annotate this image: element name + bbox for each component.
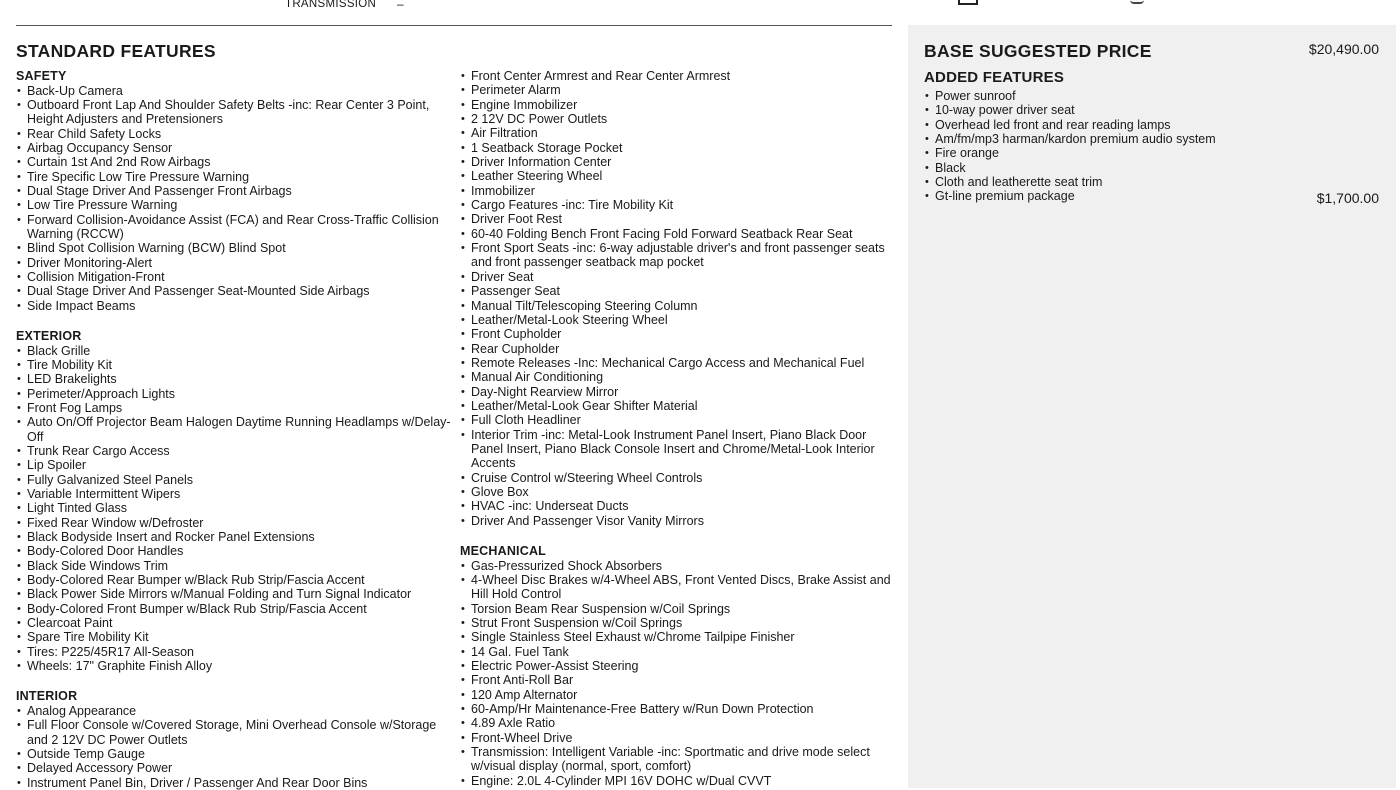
- feature-item: • Front Fog Lamps: [16, 401, 452, 415]
- feature-item: • Tire Specific Low Tire Pressure Warning: [16, 170, 452, 184]
- added-feature-item: • Black: [924, 161, 1304, 175]
- feature-item: • Full Cloth Headliner: [460, 413, 892, 427]
- feature-item: • Perimeter Alarm: [460, 83, 892, 97]
- feature-item: • Engine: 2.0L 4-Cylinder MPI 16V DOHC w/Dual CVVT: [460, 774, 892, 788]
- feature-item: • 4-Wheel Disc Brakes w/4-Wheel ABS, Front Vented Discs, Brake Assist and Hill Hold Control: [460, 573, 892, 602]
- feature-item: • Dual Stage Driver And Passenger Front Airbags: [16, 184, 452, 198]
- base-price-label: BASE SUGGESTED PRICE: [924, 41, 1152, 61]
- feature-item: • Collision Mitigation-Front: [16, 270, 452, 284]
- feature-item: • Driver And Passenger Visor Vanity Mirrors: [460, 514, 892, 528]
- feature-item: • Manual Air Conditioning: [460, 370, 892, 384]
- added-feature-item: • Fire orange: [924, 146, 1304, 160]
- feature-item: • Spare Tire Mobility Kit: [16, 630, 452, 644]
- feature-item: • Airbag Occupancy Sensor: [16, 141, 452, 155]
- feature-item: • Perimeter/Approach Lights: [16, 387, 452, 401]
- feature-item: • Curtain 1st And 2nd Row Airbags: [16, 155, 452, 169]
- feature-item: • Body-Colored Front Bumper w/Black Rub Strip/Fascia Accent: [16, 602, 452, 616]
- feature-item: • Engine Immobilizer: [460, 98, 892, 112]
- feature-item: • Driver Foot Rest: [460, 212, 892, 226]
- feature-item: • 2 12V DC Power Outlets: [460, 112, 892, 126]
- section-title: EXTERIOR: [16, 329, 82, 343]
- feature-item: • Blind Spot Collision Warning (BCW) Blind Spot: [16, 241, 452, 255]
- logo-fragment-icon: [1130, 0, 1144, 4]
- feature-item: • Low Tire Pressure Warning: [16, 198, 452, 212]
- feature-item: • Remote Releases -Inc: Mechanical Cargo Access and Mechanical Fuel: [460, 356, 892, 370]
- feature-item: • Body-Colored Door Handles: [16, 544, 452, 558]
- feature-item: • Driver Information Center: [460, 155, 892, 169]
- section-spacer: [16, 673, 452, 689]
- added-feature-item: • Overhead led front and rear reading lamps: [924, 118, 1304, 132]
- feature-item: • Driver Monitoring-Alert: [16, 256, 452, 270]
- feature-item: • Front Cupholder: [460, 327, 892, 341]
- feature-item: • Driver Seat: [460, 270, 892, 284]
- feature-item: • Single Stainless Steel Exhaust w/Chrome Tailpipe Finisher: [460, 630, 892, 644]
- added-feature-item: • Power sunroof: [924, 89, 1304, 103]
- section-title: INTERIOR: [16, 689, 78, 704]
- feature-item: • Tires: P225/45R17 All-Season: [16, 645, 452, 659]
- feature-item: • HVAC -inc: Underseat Ducts: [460, 499, 892, 513]
- feature-item: • Black Bodyside Insert and Rocker Panel Extensions: [16, 530, 452, 544]
- feature-item: • Rear Cupholder: [460, 342, 892, 356]
- features-column-middle: [460, 69, 892, 788]
- feature-item: • Black Power Side Mirrors w/Manual Folding and Turn Signal Indicator: [16, 587, 452, 601]
- feature-item: • Manual Tilt/Telescoping Steering Column: [460, 299, 892, 313]
- feature-item: • Trunk Rear Cargo Access: [16, 444, 452, 458]
- section-spacer: [460, 528, 892, 544]
- feature-item: • Variable Intermittent Wipers: [16, 487, 452, 501]
- pricing-panel: [908, 25, 1396, 788]
- package-price-value: $1,700.00: [1316, 190, 1379, 206]
- feature-item: • Forward Collision-Avoidance Assist (FCA) and Rear Cross-Traffic Collision Warning (RCCW): [16, 213, 452, 242]
- added-feature-item: • Cloth and leatherette seat trim: [924, 175, 1304, 189]
- feature-item: • Rear Child Safety Locks: [16, 127, 452, 141]
- feature-item: • 14 Gal. Fuel Tank: [460, 645, 892, 659]
- transmission-value: –: [397, 0, 404, 11]
- top-spec-strip: [16, 0, 892, 26]
- feature-item: • Light Tinted Glass: [16, 501, 452, 515]
- feature-item: • 60-40 Folding Bench Front Facing Fold Forward Seatback Rear Seat: [460, 227, 892, 241]
- feature-item: • Tire Mobility Kit: [16, 358, 452, 372]
- feature-item: • Torsion Beam Rear Suspension w/Coil Springs: [460, 602, 892, 616]
- added-feature-item: • Am/fm/mp3 harman/kardon premium audio system: [924, 132, 1304, 146]
- feature-item: • Outside Temp Gauge: [16, 747, 452, 761]
- feature-item: • Electric Power-Assist Steering: [460, 659, 892, 673]
- feature-list: [16, 704, 452, 790]
- feature-item: • Analog Appearance: [16, 704, 452, 718]
- feature-item: • Front Anti-Roll Bar: [460, 673, 892, 687]
- feature-item: • Delayed Accessory Power: [16, 761, 452, 775]
- feature-item: • Black Side Windows Trim: [16, 559, 452, 573]
- feature-item: • Side Impact Beams: [16, 299, 452, 313]
- feature-item: • 120 Amp Alternator: [460, 688, 892, 702]
- feature-item: • Full Floor Console w/Covered Storage, Mini Overhead Console w/Storage and 2 12V DC Power Outlets: [16, 718, 452, 747]
- base-price-value: $20,490.00: [1308, 41, 1379, 57]
- feature-item: • Wheels: 17" Graphite Finish Alloy: [16, 659, 452, 673]
- feature-item: • Dual Stage Driver And Passenger Seat-Mounted Side Airbags: [16, 284, 452, 298]
- transmission-label: TRANSMISSION: [285, 0, 377, 10]
- feature-item: • Lip Spoiler: [16, 458, 452, 472]
- feature-item: • Fixed Rear Window w/Defroster: [16, 516, 452, 530]
- page-title: STANDARD FEATURES: [16, 41, 216, 61]
- feature-item: • Back-Up Camera: [16, 84, 452, 98]
- section-spacer: [16, 313, 452, 329]
- feature-item: • Fully Galvanized Steel Panels: [16, 473, 452, 487]
- feature-item: • Black Grille: [16, 344, 452, 358]
- feature-item: • Day-Night Rearview Mirror: [460, 385, 892, 399]
- feature-item: • Outboard Front Lap And Shoulder Safety Belts -inc: Rear Center 3 Point, Height Adjusters and Pretensioners: [16, 98, 452, 127]
- feature-item: • Leather/Metal-Look Steering Wheel: [460, 313, 892, 327]
- feature-item: • Front-Wheel Drive: [460, 731, 892, 745]
- feature-item: • Passenger Seat: [460, 284, 892, 298]
- feature-item: • Immobilizer: [460, 184, 892, 198]
- features-column-left: [16, 69, 452, 790]
- feature-item: • Strut Front Suspension w/Coil Springs: [460, 616, 892, 630]
- feature-item: • Clearcoat Paint: [16, 616, 452, 630]
- feature-item: • Body-Colored Rear Bumper w/Black Rub Strip/Fascia Accent: [16, 573, 452, 587]
- feature-item: • Auto On/Off Projector Beam Halogen Daytime Running Headlamps w/Delay-Off: [16, 415, 452, 444]
- feature-item: • Transmission: Intelligent Variable -inc: Sportmatic and drive mode select w/visual display (normal, sport, comfort): [460, 745, 892, 774]
- feature-item: • Gas-Pressurized Shock Absorbers: [460, 559, 892, 573]
- added-feature-item: • Gt-line premium package: [924, 189, 1304, 203]
- feature-list: [460, 69, 892, 528]
- added-feature-item: • 10-way power driver seat: [924, 103, 1304, 117]
- feature-item: • 1 Seatback Storage Pocket: [460, 141, 892, 155]
- feature-item: • LED Brakelights: [16, 372, 452, 386]
- feature-item: • Interior Trim -inc: Metal-Look Instrument Panel Insert, Piano Black Door Panel Insert, Piano Black Console Insert and Chrome/Metal-Look Interior Accents: [460, 428, 892, 471]
- feature-list: [16, 84, 452, 314]
- section-title: SAFETY: [16, 69, 67, 83]
- logo-fragment-icon: [958, 0, 978, 5]
- feature-item: • Cargo Features -inc: Tire Mobility Kit: [460, 198, 892, 212]
- feature-item: • Instrument Panel Bin, Driver / Passenger And Rear Door Bins: [16, 776, 452, 790]
- added-features-title: ADDED FEATURES: [924, 69, 1065, 86]
- feature-list: [460, 559, 892, 789]
- added-features-list: [924, 89, 1304, 204]
- section-title: MECHANICAL: [460, 544, 547, 558]
- feature-item: • Air Filtration: [460, 126, 892, 140]
- feature-item: • Front Sport Seats -inc: 6-way adjustable driver's and front passenger seats and front passenger seatback map pocket: [460, 241, 892, 270]
- feature-item: • Leather Steering Wheel: [460, 169, 892, 183]
- feature-item: • Cruise Control w/Steering Wheel Controls: [460, 471, 892, 485]
- feature-item: • Glove Box: [460, 485, 892, 499]
- feature-item: • Leather/Metal-Look Gear Shifter Material: [460, 399, 892, 413]
- feature-item: • 4.89 Axle Ratio: [460, 716, 892, 730]
- feature-list: [16, 344, 452, 674]
- feature-item: • Front Center Armrest and Rear Center Armrest: [460, 69, 892, 83]
- feature-item: • 60-Amp/Hr Maintenance-Free Battery w/Run Down Protection: [460, 702, 892, 716]
